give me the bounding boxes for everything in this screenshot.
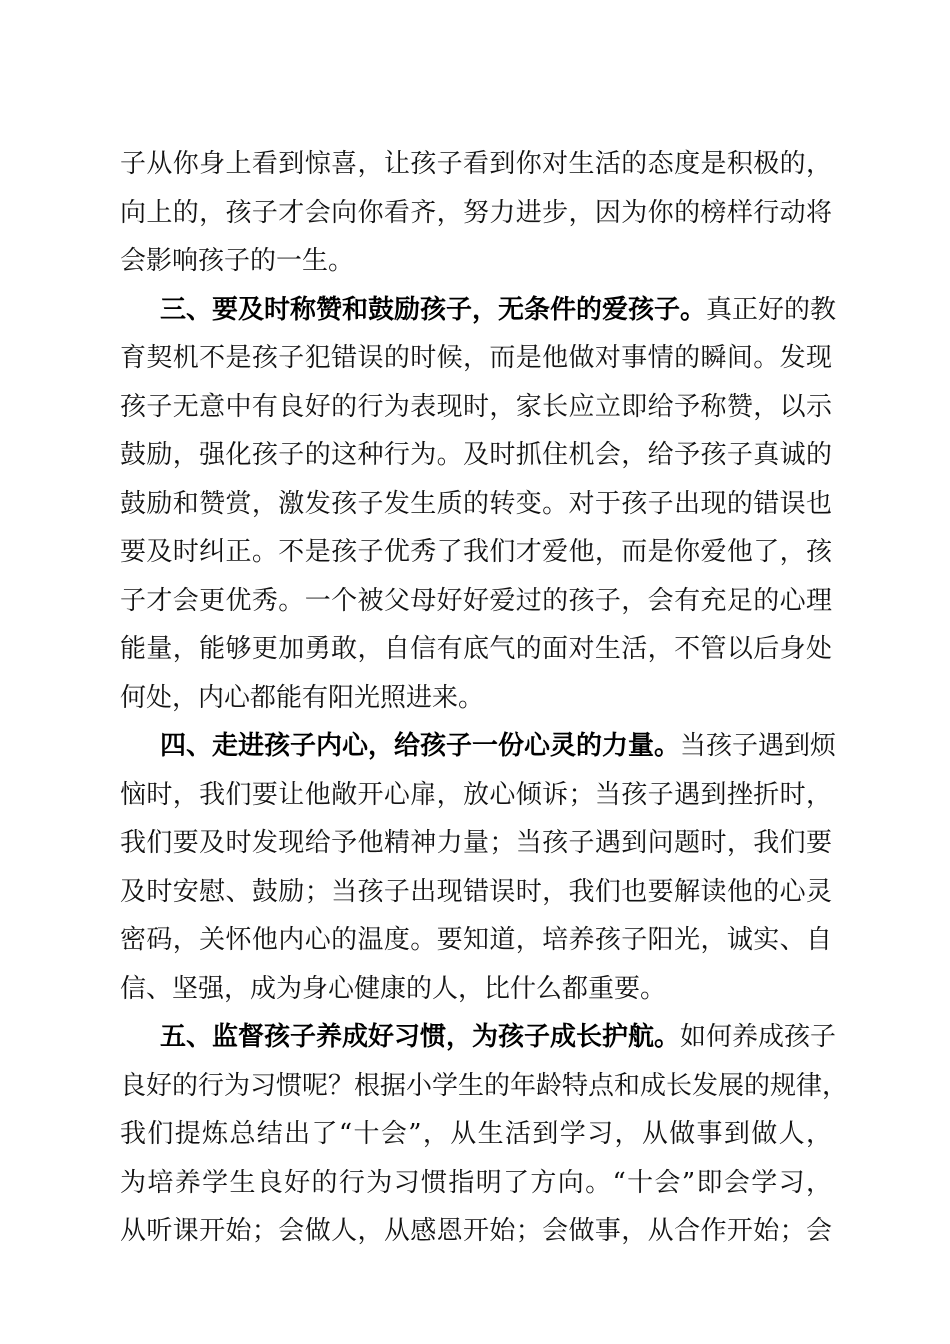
text-line: 恼时，我们要让他敞开心扉，放心倾诉；当孩子遇到挫折时， (120, 779, 832, 810)
text-line: 向上的，孩子才会向你看齐，努力进步，因为你的榜样行动将 (120, 197, 832, 228)
text-line: 信、坚强，成为身心健康的人，比什么都重要。 (120, 973, 667, 1004)
section-heading: 三、要及时称赞和鼓励孩子，无条件的爱孩子。 (160, 294, 707, 325)
paragraph (120, 140, 832, 286)
text-line: 要及时纠正。不是孩子优秀了我们才爱他，而是你爱他了，孩 (120, 537, 832, 567)
text-line: 孩子无意中有良好的行为表现时，家长应立即给予称赞，以示 (120, 391, 832, 422)
text-run: 如何养成孩子 (680, 1022, 837, 1052)
text-line: 及时安慰、鼓励；当孩子出现错误时，我们也要解读他的心灵 (120, 876, 832, 907)
section-heading: 四、走进孩子内心，给孩子一份心灵的力量。 (160, 731, 681, 761)
text-run: 当孩子遇到烦 (680, 731, 837, 761)
text-line: 为培养学生良好的行为习惯指明了方向。“十会”即会学习， (120, 1167, 832, 1198)
text-line: 能量，能够更加勇敢，自信有底气的面对生活，不管以后身处 (120, 634, 832, 664)
paragraph (120, 1013, 849, 1256)
text-line: 何处，内心都能有阳光照进来。 (120, 682, 485, 713)
document-body (120, 140, 849, 1256)
text-line: 良好的行为习惯呢？根据小学生的年龄特点和成长发展的规律， (120, 1070, 849, 1101)
text-line: 我们提炼总结出了“十会”，从生活到学习，从做事到做人， (120, 1119, 832, 1149)
text-line: 密码，关怀他内心的温度。要知道，培养孩子阳光，诚实、自 (120, 925, 832, 955)
paragraph (120, 286, 837, 723)
text-line: 鼓励，强化孩子的这种行为。及时抓住机会，给予孩子真诚的 (120, 440, 832, 470)
paragraph-first-line (120, 722, 837, 771)
paragraph-first-line (120, 1013, 837, 1062)
text-line: 会影响孩子的一生。 (120, 246, 355, 276)
text-line: 子才会更优秀。一个被父母好好爱过的孩子，会有充足的心理 (120, 585, 832, 616)
section-heading: 五、监督孩子养成好习惯，为孩子成长护航。 (160, 1022, 681, 1052)
text-line: 从听课开始；会做人，从感恩开始；会做事，从合作开始；会 (120, 1216, 832, 1246)
paragraph (120, 722, 837, 1013)
paragraph-first-line (120, 286, 837, 335)
text-line: 子从你身上看到惊喜，让孩子看到你对生活的态度是积极的， (120, 149, 832, 179)
text-line: 我们要及时发现给予他精神力量；当孩子遇到问题时，我们要 (120, 828, 832, 858)
text-line: 鼓励和赞赏，激发孩子发生质的转变。对于孩子出现的错误也 (120, 488, 832, 519)
text-run: 真正好的教 (706, 294, 837, 325)
text-line: 育契机不是孩子犯错误的时候，而是他做对事情的瞬间。发现 (120, 343, 832, 373)
